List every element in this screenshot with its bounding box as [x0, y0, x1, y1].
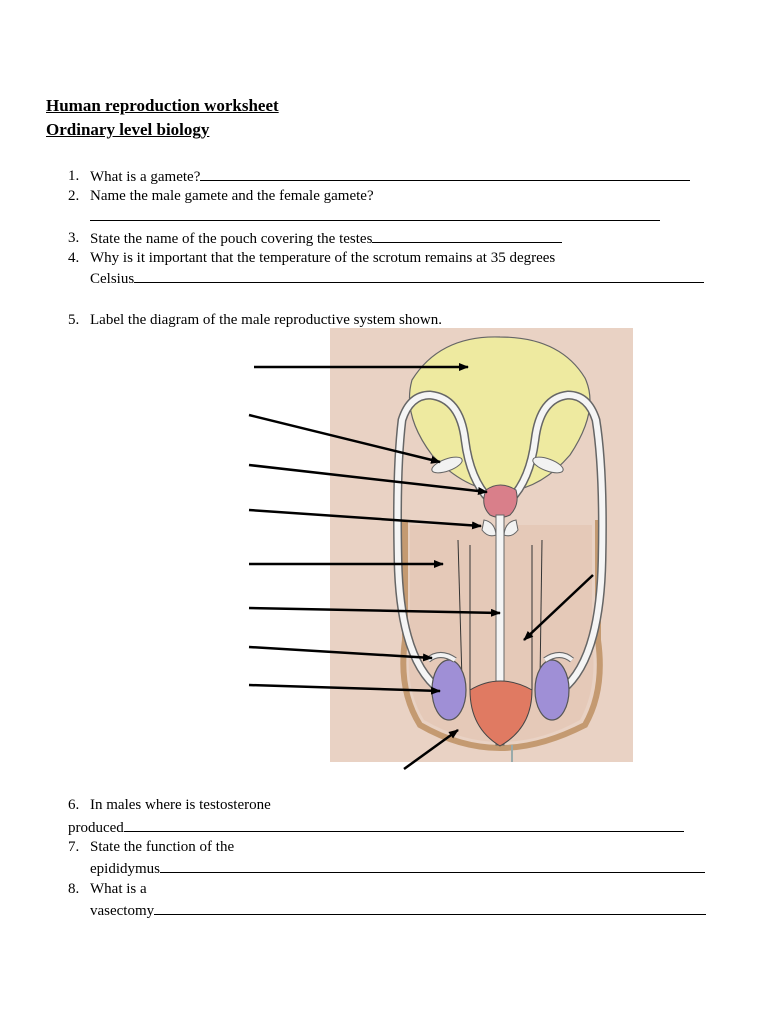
question-7-answer-line[interactable]: [160, 858, 705, 873]
question-5-text: Label the diagram of the male reproductive system shown.: [90, 312, 442, 328]
question-5-number: 5.: [68, 312, 80, 328]
question-6-continued: [68, 817, 684, 838]
question-3-number: 3.: [68, 230, 80, 246]
question-8-number: 8.: [68, 881, 80, 897]
question-7-continued: [90, 858, 705, 879]
question-8-text-cont: vasectomy: [90, 903, 155, 919]
question-6-answer-line[interactable]: [124, 817, 684, 832]
question-7-text: State the function of the: [90, 839, 235, 855]
question-6-text-cont: produced: [68, 820, 124, 836]
question-2-number: 2.: [68, 188, 80, 204]
testis-right: [535, 660, 569, 720]
question-2-text: Name the male gamete and the female gamete?: [90, 188, 374, 204]
question-4-text: Why is it important that the temperature of the scrotum remains at 35 degrees: [90, 250, 556, 266]
question-8-answer-line[interactable]: [154, 900, 706, 915]
worksheet-title: Human reproduction worksheet: [46, 96, 279, 115]
question-7-number: 7.: [68, 839, 80, 855]
question-4-text-cont: Celsius: [90, 271, 135, 287]
question-1-text: What is a gamete?: [90, 169, 201, 185]
question-8-continued: [90, 900, 706, 921]
question-8-text: What is a: [90, 881, 147, 897]
question-3-text: State the name of the pouch covering the testes: [90, 231, 373, 247]
prostate-gland: [484, 485, 517, 518]
worksheet-subtitle: Ordinary level biology: [46, 120, 210, 139]
question-4-number: 4.: [68, 250, 80, 266]
question-6-text: In males where is testosterone: [90, 797, 271, 813]
question-1-number: 1.: [68, 168, 80, 184]
question-6-number: 6.: [68, 797, 80, 813]
question-7-text-cont: epididymus: [90, 861, 160, 877]
